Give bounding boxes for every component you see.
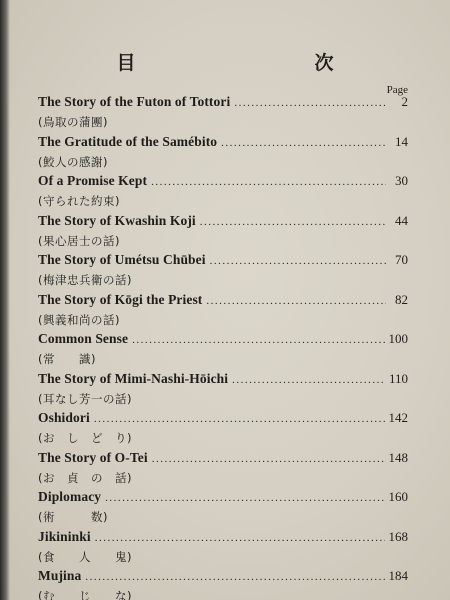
toc-entry bbox=[38, 213, 408, 253]
page-title: 目 次 bbox=[116, 52, 414, 74]
dot-leader bbox=[152, 453, 385, 465]
dot-leader bbox=[132, 334, 384, 346]
toc-entry bbox=[38, 489, 408, 529]
toc-entry-line bbox=[38, 252, 408, 271]
toc-entry-page: 160 bbox=[388, 489, 408, 504]
dot-leader bbox=[200, 216, 386, 228]
toc-entry-subtitle: (耳なし芳一の話) bbox=[38, 391, 132, 406]
toc-entry-line bbox=[38, 173, 408, 192]
toc-entry-title: Mujina bbox=[38, 568, 82, 583]
toc-entry-title: Jikininki bbox=[38, 528, 91, 544]
dot-leader bbox=[94, 413, 385, 425]
toc-entry-line bbox=[38, 568, 408, 587]
toc-entry-subtitle: (鳥取の蒲團) bbox=[38, 115, 108, 129]
toc-entry-title: The Story of Kōgi the Priest bbox=[38, 291, 203, 307]
toc-entry bbox=[38, 410, 408, 450]
toc-entry-title: The Gratitude of the Samébito bbox=[38, 133, 218, 149]
toc-entry bbox=[38, 529, 408, 569]
dot-leader bbox=[95, 532, 385, 544]
toc-entry bbox=[38, 252, 408, 292]
page-edge-shadow bbox=[0, 0, 10, 600]
toc-entry-line bbox=[38, 94, 408, 113]
toc-entry bbox=[38, 568, 408, 600]
toc-entry bbox=[38, 134, 408, 174]
toc-entry-line bbox=[38, 371, 408, 390]
toc-entry-title: The Story of Umétsu Chūbei bbox=[38, 252, 206, 267]
toc-entry-line bbox=[38, 331, 408, 350]
toc-entry-subtitle: (果心居士の話) bbox=[38, 233, 120, 248]
dot-leader bbox=[221, 137, 386, 149]
toc-entry-title: Of a Promise Kept bbox=[38, 173, 148, 188]
toc-entry-line bbox=[38, 450, 408, 469]
toc-entry bbox=[38, 450, 408, 490]
dot-leader bbox=[232, 374, 385, 386]
dot-leader bbox=[105, 492, 384, 504]
toc-entry-title: The Story of Kwashin Koji bbox=[38, 212, 196, 228]
dot-leader bbox=[85, 571, 384, 583]
toc-entry-line bbox=[38, 292, 408, 311]
dot-leader bbox=[206, 295, 386, 307]
toc-entry-page: 14 bbox=[395, 133, 408, 149]
toc-entry-line bbox=[38, 489, 408, 508]
toc-entry bbox=[38, 292, 408, 332]
toc-entry-page: 142 bbox=[388, 410, 408, 425]
page-column-header: Page bbox=[386, 84, 408, 96]
toc-entry-page: 2 bbox=[401, 94, 408, 109]
toc-entry-subtitle: (常 識) bbox=[38, 352, 96, 366]
dot-leader bbox=[234, 97, 386, 109]
toc-entry-subtitle: (守られた約束) bbox=[38, 194, 120, 208]
toc-entry-subtitle: (む じ な) bbox=[38, 589, 132, 600]
toc-entry-subtitle: (術 数) bbox=[38, 510, 108, 524]
toc-entry-title: The Story of the Futon of Tottori bbox=[38, 94, 231, 109]
toc-entry bbox=[38, 94, 408, 134]
toc-entry-page: 148 bbox=[388, 449, 408, 465]
toc-entry-page: 82 bbox=[395, 291, 408, 307]
dot-leader bbox=[210, 255, 386, 267]
toc-entry-line bbox=[38, 410, 408, 429]
toc-entry-subtitle: (お し ど り) bbox=[38, 431, 132, 445]
toc-entry-title: The Story of O-Tei bbox=[38, 449, 148, 465]
toc-entry-title: Diplomacy bbox=[38, 489, 102, 504]
toc-entry-subtitle: (食 人 鬼) bbox=[38, 549, 132, 564]
toc-entry bbox=[38, 331, 408, 371]
toc-entry-page: 184 bbox=[388, 568, 408, 583]
toc-entry-subtitle: (興義和尚の話) bbox=[38, 312, 120, 327]
toc-entry-title: The Story of Mimi-Nashi-Hōichi bbox=[38, 370, 229, 386]
toc-entry-title: Oshidori bbox=[38, 410, 90, 425]
toc-entry-page: 100 bbox=[388, 331, 408, 346]
toc-entry-line bbox=[38, 213, 408, 232]
toc-entry-title: Common Sense bbox=[38, 331, 129, 346]
toc-entry-subtitle: (鮫人の感謝) bbox=[38, 154, 108, 169]
toc-entry-line bbox=[38, 529, 408, 548]
toc-entry-line bbox=[38, 134, 408, 153]
toc-entry-page: 70 bbox=[395, 252, 408, 267]
toc-entry bbox=[38, 371, 408, 411]
toc-entry bbox=[38, 173, 408, 213]
toc-entry-subtitle: (お 貞 の 話) bbox=[38, 470, 132, 485]
toc-entry-subtitle: (梅津忠兵衛の話) bbox=[38, 273, 132, 287]
toc-entry-page: 44 bbox=[395, 212, 408, 228]
toc-entry-page: 110 bbox=[388, 370, 408, 386]
dot-leader bbox=[151, 176, 386, 188]
toc-entry-page: 30 bbox=[395, 173, 408, 188]
table-of-contents bbox=[38, 94, 408, 600]
toc-entry-page: 168 bbox=[388, 528, 408, 544]
